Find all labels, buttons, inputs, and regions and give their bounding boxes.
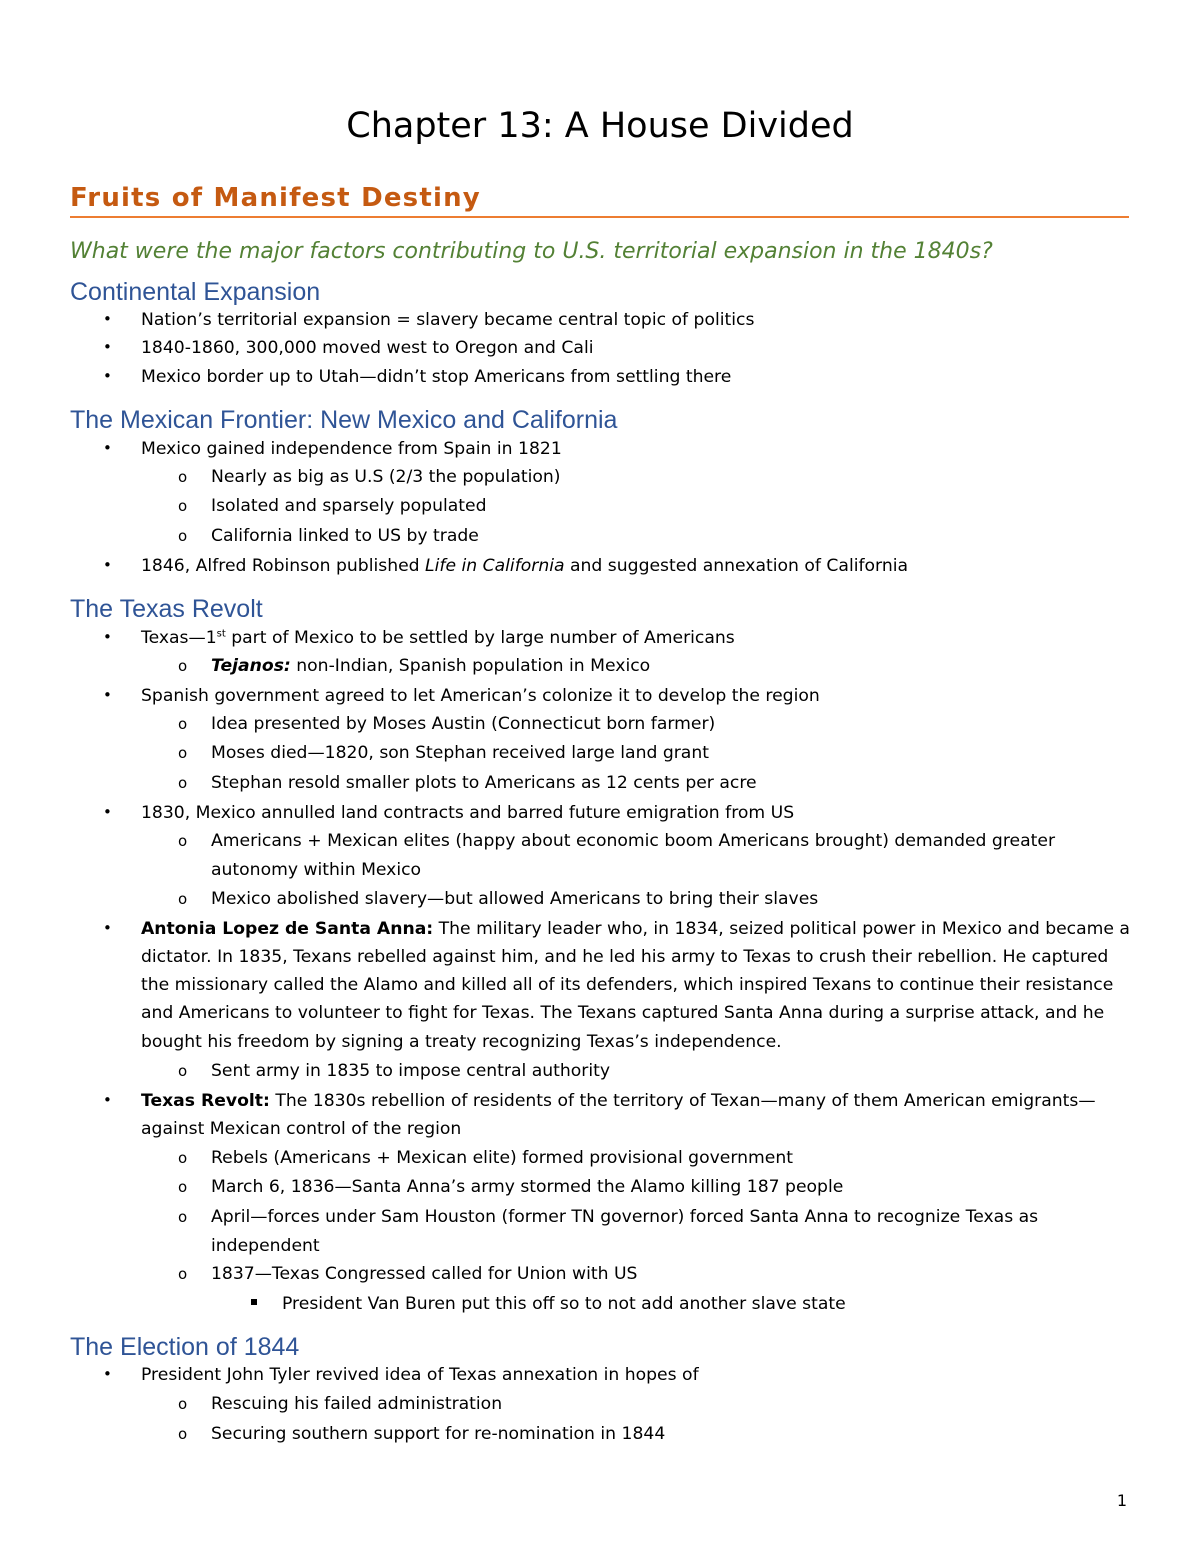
- book-title: Life in California: [425, 556, 565, 576]
- list-item: Nearly as big as U.S (2/3 the population): [211, 467, 561, 487]
- list-item-continuation: bought his freedom by signing a treaty recognizing Texas’s independence.: [141, 1032, 782, 1052]
- definition: The 1830s rebellion of residents of the territory of Texan—many of them American emigrants—: [269, 1091, 1096, 1111]
- bullet-icon: •: [103, 439, 112, 457]
- sub-bullet-icon: o: [178, 1062, 188, 1080]
- list-item: [141, 1090, 1096, 1112]
- heading-underline-rule: [70, 216, 1129, 218]
- bullet-icon: •: [103, 310, 112, 328]
- list-item: 1840-1860, 300,000 moved west to Oregon and Cali: [141, 338, 594, 358]
- sub-bullet-icon: o: [178, 890, 188, 908]
- list-item-continuation: the missionary called the Alamo and killed all of its defenders, which inspired Texans to continue their resistance: [141, 975, 1114, 995]
- list-item: 1837—Texas Congressed called for Union with US: [211, 1264, 638, 1284]
- sub-bullet-icon: o: [178, 832, 188, 850]
- list-item: Sent army in 1835 to impose central authority: [211, 1061, 611, 1081]
- bullet-icon: •: [103, 803, 112, 821]
- term: Tejanos:: [211, 656, 291, 676]
- list-item: President John Tyler revived idea of Texas annexation in hopes of: [141, 1365, 699, 1385]
- list-item: [141, 918, 1130, 940]
- list-item: [211, 655, 650, 677]
- sub-bullet-icon: o: [178, 657, 188, 675]
- bullet-icon: •: [103, 686, 112, 704]
- list-item: Stephan resold smaller plots to Americans as 12 cents per acre: [211, 773, 757, 793]
- guiding-question: What were the major factors contributing to U.S. territorial expansion in the 1840s?: [70, 239, 993, 264]
- text-run: part of Mexico to be settled by large number of Americans: [225, 628, 735, 648]
- sub-bullet-icon: o: [178, 1149, 188, 1167]
- bullet-icon: •: [103, 1091, 112, 1109]
- bullet-icon: •: [103, 1365, 112, 1383]
- list-item: Mexico abolished slavery—but allowed Americans to bring their slaves: [211, 889, 819, 909]
- sub-bullet-icon: o: [178, 497, 188, 515]
- text-run: 1846, Alfred Robinson published: [141, 556, 426, 576]
- sub-bullet-icon: o: [178, 1395, 188, 1413]
- list-item: Rebels (Americans + Mexican elite) formed provisional government: [211, 1148, 793, 1168]
- list-item: President Van Buren put this off so to not add another slave state: [282, 1294, 846, 1314]
- bullet-icon: •: [103, 556, 112, 574]
- sub-bullet-icon: o: [178, 715, 188, 733]
- list-item: Nation’s territorial expansion = slavery became central topic of politics: [141, 310, 755, 330]
- sub-bullet-icon: o: [178, 1425, 188, 1443]
- list-item-continuation: dictator. In 1835, Texans rebelled against him, and he led his army to Texas to crush their rebellion. He captured: [141, 947, 1109, 967]
- list-item: California linked to US by trade: [211, 526, 479, 546]
- list-item-continuation: against Mexican control of the region: [141, 1119, 462, 1139]
- list-item: Isolated and sparsely populated: [211, 496, 487, 516]
- subheading-mexican-frontier: The Mexican Frontier: New Mexico and California: [70, 406, 618, 434]
- sub-bullet-icon: o: [178, 1265, 188, 1283]
- bullet-icon: •: [103, 338, 112, 356]
- square-bullet-icon: [251, 1299, 257, 1305]
- definition: The military leader who, in 1834, seized political power in Mexico and became a: [433, 919, 1130, 939]
- list-item-continuation: independent: [211, 1236, 320, 1256]
- list-item: Rescuing his failed administration: [211, 1394, 503, 1414]
- sub-bullet-icon: o: [178, 1178, 188, 1196]
- list-item: Idea presented by Moses Austin (Connecticut born farmer): [211, 714, 716, 734]
- list-item: March 6, 1836—Santa Anna’s army stormed the Alamo killing 187 people: [211, 1177, 844, 1197]
- list-item: 1830, Mexico annulled land contracts and barred future emigration from US: [141, 803, 795, 823]
- list-item: [141, 555, 908, 577]
- list-item: Mexico gained independence from Spain in 1821: [141, 439, 562, 459]
- subheading-continental-expansion: Continental Expansion: [70, 278, 321, 306]
- bullet-icon: •: [103, 628, 112, 646]
- text-run: and suggested annexation of California: [564, 556, 909, 576]
- list-item: [141, 627, 735, 649]
- list-item-continuation: autonomy within Mexico: [211, 860, 422, 880]
- section-heading-manifest-destiny: Fruits of Manifest Destiny: [70, 183, 481, 213]
- subheading-texas-revolt: The Texas Revolt: [70, 595, 263, 623]
- list-item-continuation: and Americans to volunteer to fight for Texas. The Texans captured Santa Anna during a surprise attack, and he: [141, 1003, 1105, 1023]
- list-item: Americans + Mexican elites (happy about economic boom Americans brought) demanded greater: [211, 831, 1056, 851]
- list-item: Securing southern support for re-nomination in 1844: [211, 1424, 666, 1444]
- definition: non-Indian, Spanish population in Mexico: [290, 656, 651, 676]
- list-item: April—forces under Sam Houston (former TN governor) forced Santa Anna to recognize Texas as: [211, 1207, 1039, 1227]
- sub-bullet-icon: o: [178, 774, 188, 792]
- list-item: Moses died—1820, son Stephan received large land grant: [211, 743, 709, 763]
- sub-bullet-icon: o: [178, 468, 188, 486]
- bullet-icon: •: [103, 919, 112, 937]
- term: Texas Revolt:: [141, 1091, 270, 1111]
- page-number: 1: [1116, 1491, 1127, 1510]
- list-item: Spanish government agreed to let American’s colonize it to develop the region: [141, 686, 820, 706]
- bullet-icon: •: [103, 367, 112, 385]
- subheading-election-1844: The Election of 1844: [70, 1333, 300, 1361]
- sub-bullet-icon: o: [178, 744, 188, 762]
- chapter-title: Chapter 13: A House Divided: [346, 106, 854, 146]
- sub-bullet-icon: o: [178, 527, 188, 545]
- term: Antonia Lopez de Santa Anna:: [141, 919, 434, 939]
- sub-bullet-icon: o: [178, 1208, 188, 1226]
- superscript: st: [216, 628, 226, 640]
- list-item: Mexico border up to Utah—didn’t stop Americans from settling there: [141, 367, 732, 387]
- text-run: Texas—1: [141, 628, 217, 648]
